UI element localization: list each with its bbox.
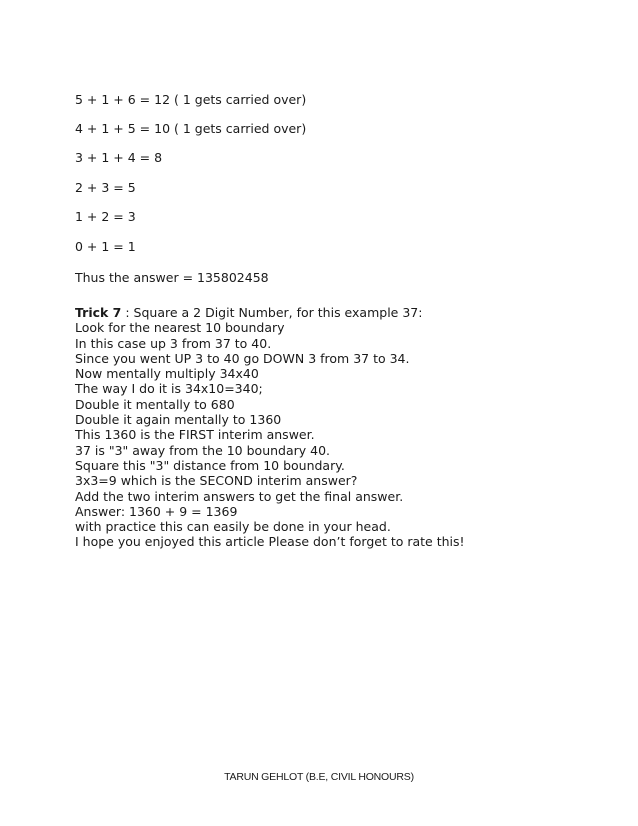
answer-line: Thus the answer = 135802458 bbox=[75, 270, 269, 285]
trick-line: 3x3=9 which is the SECOND interim answer? bbox=[75, 473, 358, 489]
step-line-1: 5 + 1 + 6 = 12 ( 1 gets carried over) bbox=[75, 92, 307, 107]
trick-line: The way I do it is 34x10=340; bbox=[75, 381, 263, 397]
trick-subtitle: : Square a 2 Digit Number, for this example 37: bbox=[121, 305, 423, 320]
trick-line: Look for the nearest 10 boundary bbox=[75, 320, 285, 336]
trick-line: Add the two interim answers to get the final answer. bbox=[75, 488, 404, 504]
trick-title: Trick 7 bbox=[75, 305, 122, 320]
trick-line: This 1360 is the FIRST interim answer. bbox=[75, 427, 315, 443]
trick-section bbox=[75, 305, 465, 550]
trick-line: Double it again mentally to 1360 bbox=[75, 412, 282, 428]
trick-line: with practice this can easily be done in your head. bbox=[75, 519, 391, 535]
trick-line: Now mentally multiply 34x40 bbox=[75, 366, 259, 382]
trick-line: I hope you enjoyed this article Please don’t forget to rate this! bbox=[75, 534, 465, 550]
step-line-6: 0 + 1 = 1 bbox=[75, 239, 136, 254]
trick-line: Square this "3" distance from 10 boundary. bbox=[75, 457, 345, 473]
trick-line: 37 is "3" away from the 10 boundary 40. bbox=[75, 442, 331, 458]
trick-line: In this case up 3 from 37 to 40. bbox=[75, 335, 272, 351]
step-line-4: 2 + 3 = 5 bbox=[75, 180, 136, 195]
page-footer: TARUN GEHLOT (B.E, CIVIL HONOURS) bbox=[224, 771, 414, 783]
trick-line: Double it mentally to 680 bbox=[75, 396, 235, 412]
trick-line: Answer: 1360 + 9 = 1369 bbox=[75, 503, 238, 519]
trick-line: Since you went UP 3 to 40 go DOWN 3 from 37 to 34. bbox=[75, 350, 410, 366]
step-line-5: 1 + 2 = 3 bbox=[75, 209, 136, 224]
step-line-2: 4 + 1 + 5 = 10 ( 1 gets carried over) bbox=[75, 121, 307, 136]
trick-heading bbox=[75, 305, 465, 320]
step-line-3: 3 + 1 + 4 = 8 bbox=[75, 150, 163, 165]
